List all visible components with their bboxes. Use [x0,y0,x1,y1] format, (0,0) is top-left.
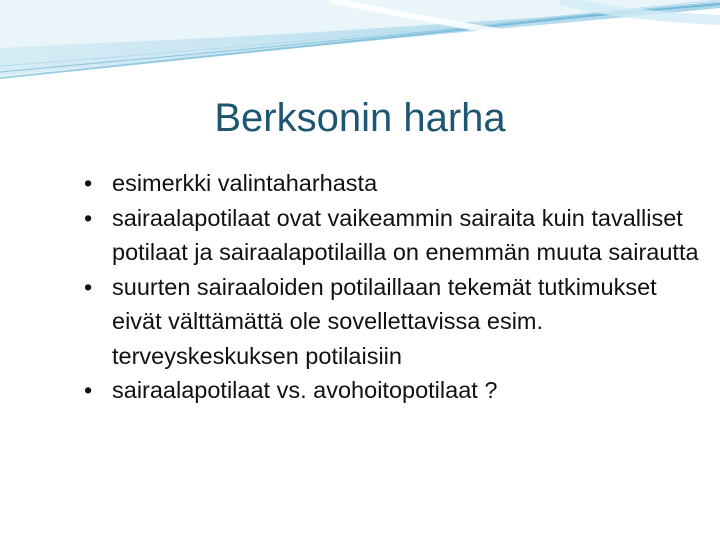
bullet-list [82,166,702,408]
bullet-text: suurten sairaaloiden potilaillaan tekemät tutkimukset eivät välttämättä ole sovellettavissa esim. terveyskeskuksen potilaisiin [112,273,657,369]
bullet-text: sairaalapotilaat ovat vaikeammin sairaita kuin tavalliset potilaat ja sairaalapotilailla on enemmän muuta sairautta [112,204,699,265]
bullet-item [82,373,702,408]
slide-title: Berksonin harha [214,96,506,140]
bullet-dot-icon: • [84,273,93,300]
bullet-dot-icon: • [84,377,93,403]
bullet-dot-icon: • [84,170,93,196]
bullet-item [82,201,702,270]
bullet-text: sairaalapotilaat vs. avohoitopotilaat ? [112,377,498,403]
bullet-item [82,270,702,374]
bullet-text: esimerkki valintaharhasta [112,170,378,196]
bullet-dot-icon: • [84,204,93,231]
bullet-item [82,166,702,201]
header-wave-decoration [0,0,720,90]
